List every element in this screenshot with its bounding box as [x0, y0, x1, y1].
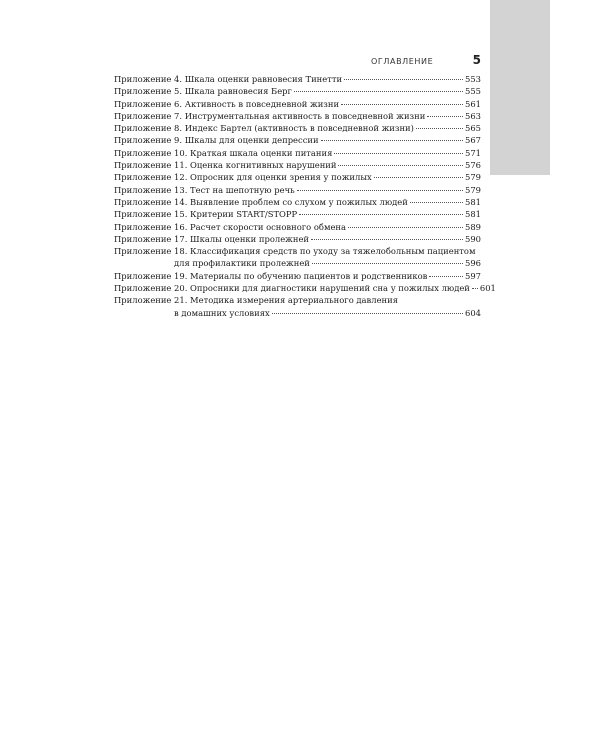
toc-entry — [114, 257, 481, 269]
toc-entry-title: Приложение 21. Методика измерения артериального давления — [114, 295, 398, 306]
toc-entry-title: Приложение 17. Шкалы оценки пролежней — [114, 233, 309, 244]
toc-entry — [114, 270, 481, 282]
toc-entry-title: Приложение 6. Активность в повседневной жизни — [114, 98, 340, 109]
toc-entry-page: 597 — [465, 270, 481, 281]
toc-entry-title: Приложение 13. Тест на шепотную речь — [114, 184, 295, 195]
toc-dot-leader — [321, 140, 463, 141]
toc-entry — [114, 159, 481, 171]
toc-entry-title: Приложение 4. Шкала оценки равновесия Тинетти — [114, 74, 343, 84]
toc-entry — [114, 184, 481, 196]
toc-entry — [114, 294, 481, 306]
toc-entry — [114, 221, 481, 233]
page-number: 5 — [472, 53, 481, 67]
toc-dot-leader — [348, 227, 463, 228]
toc-entry — [114, 85, 481, 97]
toc-entry-title: Приложение 20. Опросники для диагностики нарушений сна у пожилых людей — [114, 283, 470, 294]
toc-entry-page: 571 — [465, 147, 481, 158]
toc-dot-leader — [374, 177, 463, 178]
toc-entry-page: 596 — [465, 258, 481, 269]
toc-entry — [114, 98, 481, 110]
toc-entry-page: 581 — [465, 209, 481, 220]
toc-entry-title-continued: в домашних условиях — [174, 307, 270, 318]
toc-dot-leader — [429, 276, 463, 277]
toc-entry — [114, 208, 481, 220]
toc-entry-title: Приложение 15. Критерии START/STOPP — [114, 209, 298, 220]
toc-dot-leader — [297, 190, 463, 191]
toc-dot-leader — [272, 313, 463, 314]
toc-entry-page: 604 — [465, 307, 481, 318]
toc-entry-title: Приложение 18. Классификация средств по уходу за тяжелобольным пациентом — [114, 246, 476, 257]
toc-entry-page: 567 — [465, 135, 481, 146]
toc-entry-page: 590 — [465, 233, 481, 244]
toc-dot-leader — [311, 239, 463, 240]
toc-entry-title: Приложение 9. Шкалы для оценки депрессии — [114, 135, 319, 146]
toc-entry-title: Приложение 11. Оценка когнитивных нарушений — [114, 160, 337, 171]
table-of-contents — [114, 73, 496, 319]
toc-entry-page: 601 — [479, 283, 496, 294]
toc-entry-title-continued: для профилактики пролежней — [174, 258, 310, 269]
toc-entry — [114, 73, 481, 85]
toc-entry — [114, 110, 481, 122]
toc-dot-leader — [294, 91, 463, 92]
toc-dot-leader — [341, 104, 463, 105]
toc-entry-page: 553 — [465, 74, 481, 84]
toc-entry — [114, 171, 481, 183]
toc-entry-page: 579 — [465, 172, 481, 183]
toc-entry-page: 589 — [465, 221, 481, 232]
toc-entry-page: 555 — [465, 86, 481, 97]
toc-entry-page: 576 — [465, 160, 481, 171]
toc-entry-page: 579 — [465, 184, 481, 195]
toc-entry-title: Приложение 7. Инструментальная активность в повседневной жизни — [114, 110, 426, 121]
toc-entry — [114, 307, 481, 319]
toc-entry-title: Приложение 10. Краткая шкала оценки питания — [114, 147, 333, 158]
toc-dot-leader — [472, 288, 478, 289]
running-title: ОГЛАВЛЕНИЕ — [371, 57, 434, 66]
toc-entry-title: Приложение 12. Опросник для оценки зрения у пожилых — [114, 172, 372, 183]
toc-entry-title: Приложение 14. Выявление проблем со слухом у пожилых людей — [114, 196, 408, 207]
section-tab — [490, 0, 550, 175]
toc-dot-leader — [338, 165, 463, 166]
toc-entry-page: 581 — [465, 196, 481, 207]
toc-dot-leader — [427, 116, 463, 117]
toc-entry-title: Приложение 5. Шкала равновесия Берг — [114, 86, 292, 97]
toc-entry-title: Приложение 19. Материалы по обучению пациентов и родственников — [114, 270, 428, 281]
toc-entry — [114, 196, 481, 208]
toc-dot-leader — [410, 202, 463, 203]
toc-entry — [114, 134, 481, 146]
running-head — [371, 55, 481, 69]
toc-entry — [114, 122, 481, 134]
toc-entry — [114, 147, 481, 159]
toc-entry-page: 563 — [465, 110, 481, 121]
toc-entry-page: 565 — [465, 123, 481, 134]
toc-dot-leader — [312, 263, 463, 264]
toc-entry — [114, 233, 481, 245]
toc-entry-title: Приложение 8. Индекс Бартел (активность в повседневной жизни) — [114, 123, 414, 134]
toc-entry-page: 561 — [465, 98, 481, 109]
toc-entry — [114, 282, 496, 294]
toc-entry — [114, 245, 481, 257]
toc-dot-leader — [334, 153, 463, 154]
toc-dot-leader — [344, 79, 463, 80]
toc-dot-leader — [416, 128, 463, 129]
toc-entry-title: Приложение 16. Расчет скорости основного обмена — [114, 221, 346, 232]
toc-dot-leader — [299, 214, 463, 215]
